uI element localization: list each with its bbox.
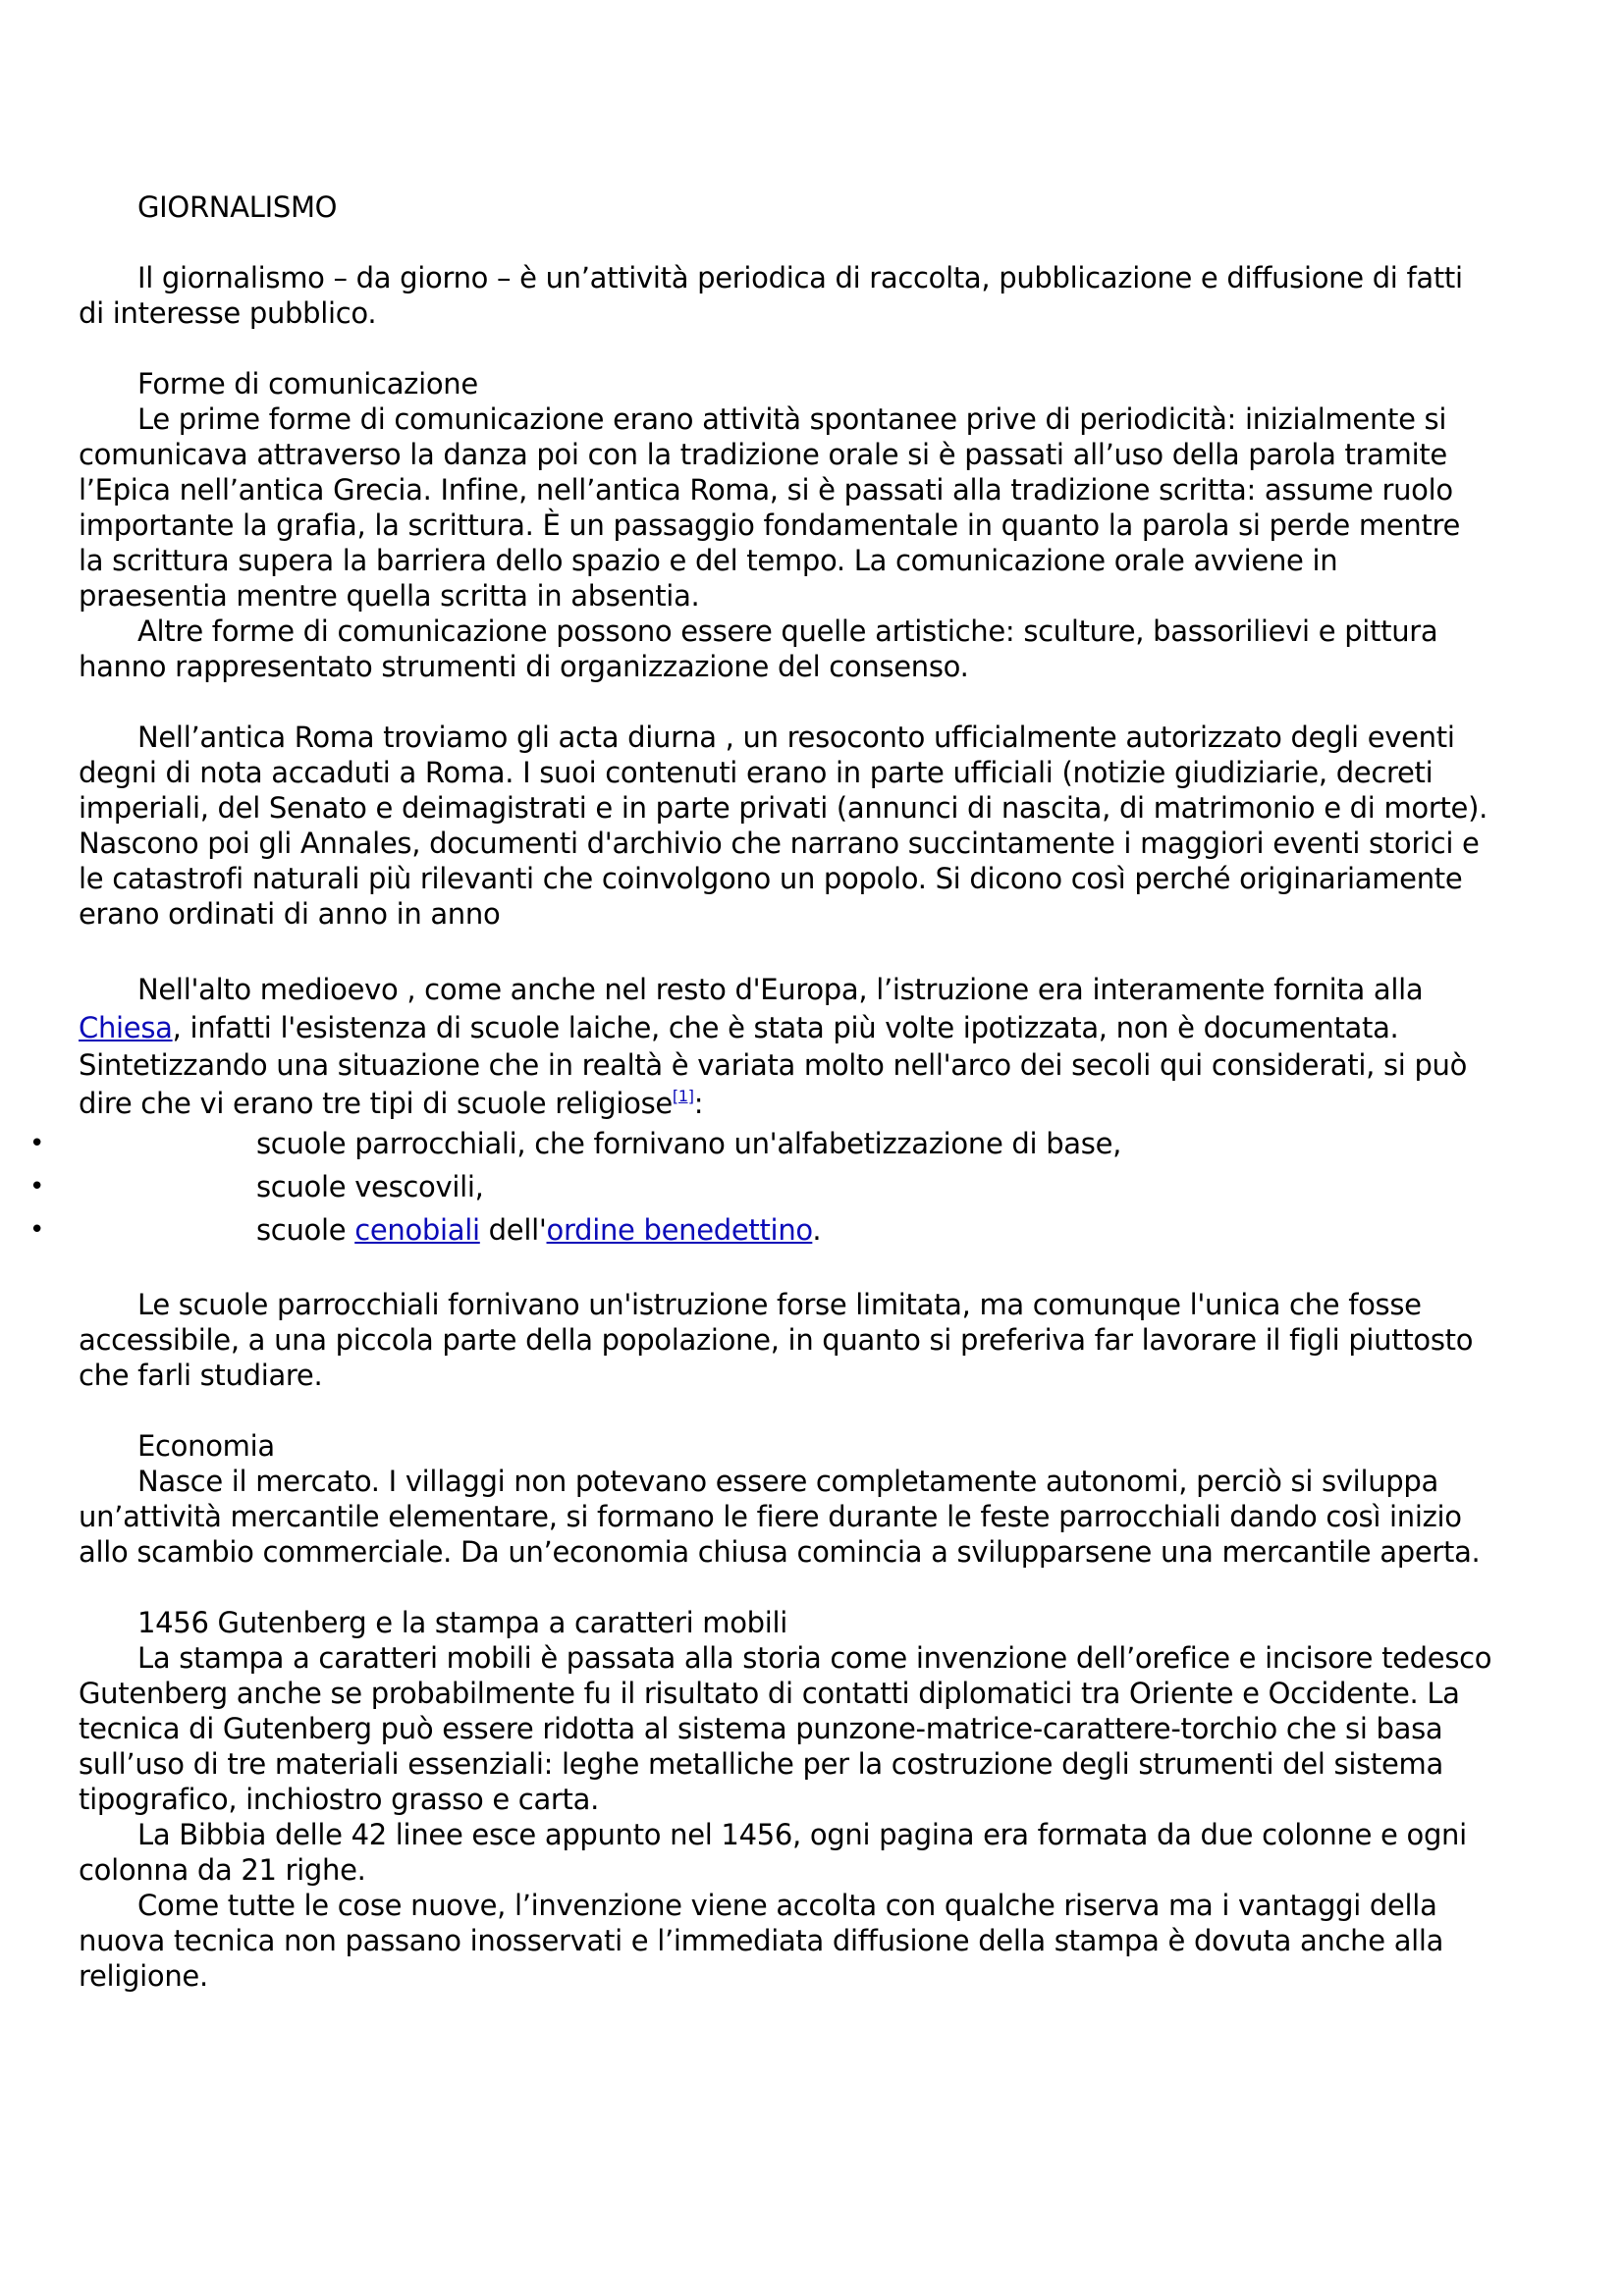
list-item-text: .: [812, 1213, 822, 1247]
document-page: [29, 189, 1492, 1994]
medioevo-text-2: , infatti l'esistenza di scuole laiche, che è stata più volte ipotizzata, non è documentata. Sintetizzando una situazione che in realtà è variata molto nell'arco dei secoli qui considerati, si può dire che vi erano tre tipi di scuole religiose: [79, 1010, 1468, 1120]
roma-lead: Nell’antica Roma troviamo gli acta diurna ,: [137, 721, 734, 754]
roma-text-1: un resoconto ufficialmente autorizzato degli eventi degni di nota accaduti a Roma. I suoi contenuti erano in parte ufficiali (notizie giudiziarie, decreti imperiali, del Senato e deimagistrati e in parte privati (annunci di nascita, di matrimonio e di morte).: [79, 721, 1488, 825]
spacer: [79, 1252, 1492, 1287]
cenobiali-link[interactable]: cenobiali: [354, 1213, 480, 1247]
roma-paragraph: [79, 720, 1492, 932]
gutenberg-paragraph-3: Come tutte le cose nuove, l’invenzione viene accolta con qualche riserva ma i vantaggi della nuova tecnica non passano inosservati e l’immediata diffusione della stampa è dovuta anche alla religione.: [79, 1889, 1444, 1993]
document-title: GIORNALISMO: [137, 190, 338, 224]
intro-paragraph: Il giornalismo – da giorno – è un’attività periodica di raccolta, pubblicazione e diffusione di fatti di interesse pubblico.: [79, 261, 1463, 330]
spacer: [79, 1393, 1492, 1428]
spacer: [79, 331, 1492, 366]
ordine-benedettino-link[interactable]: ordine benedettino: [546, 1213, 813, 1247]
forme-heading: Forme di comunicazione: [137, 367, 478, 400]
economia-heading: Economia: [137, 1429, 275, 1463]
list-item: [29, 1165, 1492, 1208]
bullet-icon: •: [29, 1215, 45, 1245]
chiesa-link[interactable]: Chiesa: [79, 1010, 173, 1044]
medioevo-text-1: Nell'alto medioevo , come anche nel resto d'Europa, l’istruzione era interamente fornita alla: [137, 973, 1424, 1006]
forme-paragraph-2: Altre forme di comunicazione possono essere quelle artistiche: sculture, bassorilievi e pittura hanno rappresentato strumenti di organizzazione del consenso.: [79, 614, 1438, 683]
gutenberg-paragraph-1: La stampa a caratteri mobili è passata alla storia come invenzione dell’orefice e incisore tedesco Gutenberg anche se probabilmente fu il risultato di contatti diplomatici tra Oriente e Occidente. La tecnica di Gutenberg può essere ridotta al sistema punzone-matrice-carattere-torchio che si basa sull’uso di tre materiali essenziali: leghe metalliche per la costruzione degli strumenti del sistema tipografico, inchiostro grasso e carta.: [79, 1641, 1492, 1816]
roma-text-2: documenti d'archivio che narrano succintamente i maggiori eventi storici e le catastrofi naturali più rilevanti che coinvolgono un popolo. Si dicono così perché originariamente erano ordinati di anno in anno: [79, 827, 1480, 931]
bullet-icon: •: [29, 1172, 45, 1201]
spacer: [79, 1570, 1492, 1605]
bullet-icon: •: [29, 1129, 45, 1158]
roma-lead-2: Nascono poi gli Annales,: [79, 827, 421, 860]
gutenberg-paragraph-2: La Bibbia delle 42 linee esce appunto nel 1456, ogni pagina era formata da due colonne e ogni colonna da 21 righe.: [79, 1818, 1467, 1887]
economia-paragraph: Nasce il mercato. I villaggi non potevano essere completamente autonomi, perciò si sviluppa un’attività mercantile elementare, si formano le fiere durante le feste parrocchiali dando così inizio allo scambio commerciale. Da un’economia chiusa comincia a svilupparsene una mercantile aperta.: [79, 1465, 1481, 1569]
spacer: [79, 684, 1492, 720]
spacer: [79, 932, 1492, 971]
medioevo-paragraph-2: Le scuole parrocchiali fornivano un'istruzione forse limitata, ma comunque l'unica che fosse accessibile, a una piccola parte della popolazione, in quanto si preferiva far lavorare il figli piuttosto che farli studiare.: [79, 1288, 1474, 1392]
list-item-text: dell': [479, 1213, 547, 1247]
list-item: [29, 1208, 1492, 1252]
medioevo-text-3: :: [693, 1086, 704, 1120]
footnote-ref-link[interactable]: [1]: [672, 1086, 694, 1105]
list-item-text: scuole: [256, 1213, 355, 1247]
list-item: [29, 1122, 1492, 1165]
list-item-text: scuole parrocchiali, che fornivano un'alfabetizzazione di base,: [256, 1127, 1122, 1160]
spacer: [79, 225, 1492, 260]
list-item-text: scuole vescovili,: [256, 1170, 484, 1203]
gutenberg-heading: 1456 Gutenberg e la stampa a caratteri mobili: [137, 1606, 788, 1639]
forme-paragraph-1: Le prime forme di comunicazione erano attività spontanee prive di periodicità: inizialmente si comunicava attraverso la danza poi con la tradizione orale si è passati all’uso della parola tramite l’Epica nell’antica Grecia. Infine, nell’antica Roma, si è passati alla tradizione scritta: assume ruolo importante la grafia, la scrittura. È un passaggio fondamentale in quanto la parola si perde mentre la scrittura supera la barriera dello spazio e del tempo. La comunicazione orale avviene in praesentia mentre quella scritta in absentia.: [79, 402, 1461, 613]
medioevo-paragraph: [79, 971, 1492, 1122]
schools-list: [29, 1122, 1492, 1252]
